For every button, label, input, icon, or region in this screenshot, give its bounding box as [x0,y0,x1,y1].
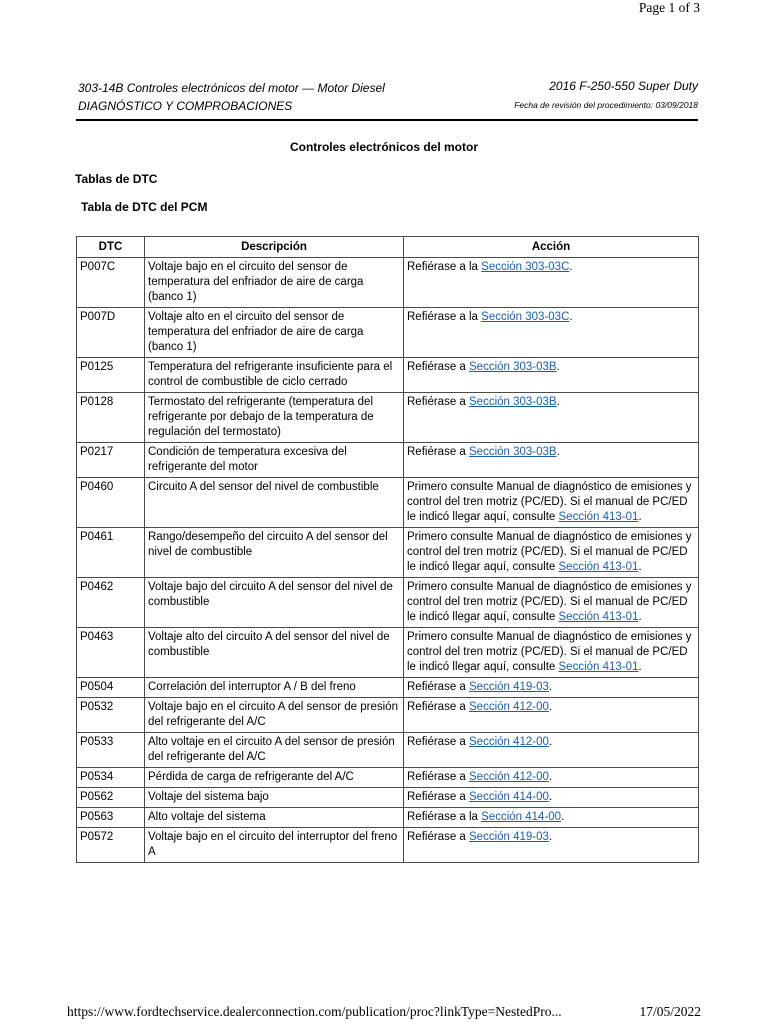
dtc-action [404,443,699,478]
dtc-action [404,258,699,308]
section-link[interactable]: Sección 413-01 [558,661,639,673]
dtc-code: P007D [77,308,145,358]
table-header-row [77,237,699,258]
page-number: Page 1 of 3 [638,0,700,15]
dtc-action [404,733,699,768]
dtc-table [76,236,699,863]
dtc-action [404,698,699,733]
action-text-end: . [556,396,560,408]
dtc-action [404,828,699,863]
column-header-action: Acción [404,237,699,258]
dtc-code: P0504 [77,678,145,698]
action-text-end: . [548,831,553,843]
action-text-end: . [548,701,553,713]
dtc-description: Rango/desempeño del circuito A del sensor del nivel de combustible [145,528,404,578]
dtc-description: Alto voltaje del sistema [145,808,404,828]
section-link[interactable]: Sección 413-01 [558,611,639,623]
section-link[interactable]: Sección 413-01 [558,511,639,523]
action-text-end: . [548,681,553,693]
table-row [77,308,699,358]
action-text: Refiérase a [407,446,470,458]
dtc-code: P007C [77,258,145,308]
table-body [77,258,699,863]
header-manual-title: 303-14B Controles electrónicos del motor — Motor Diesel [78,81,385,95]
dtc-action [404,808,699,828]
dtc-code: P0217 [77,443,145,478]
header-revision-date: Fecha de revisión del procedimiento: 03/09/2018 [514,100,698,110]
dtc-code: P0563 [77,808,145,828]
header-vehicle: 2016 F-250-550 Super Duty [549,79,698,93]
section-link[interactable]: Sección 303-03B [469,396,557,408]
dtc-description: Voltaje bajo en el circuito del interruptor del freno A [145,828,404,863]
dtc-action [404,478,699,528]
footer-url: https://www.fordtechservice.dealerconnection.com/publication/proc?linkType=NestedPro... [67,1004,562,1019]
section-link[interactable]: Sección 414-00 [481,811,562,823]
dtc-action [404,308,699,358]
action-text: Refiérase a [407,831,470,843]
action-text-end: . [638,611,642,623]
table-row [77,628,699,678]
dtc-action [404,678,699,698]
dtc-description: Voltaje del sistema bajo [145,788,404,808]
action-text: Refiérase a [407,681,470,693]
action-text: Primero consulte Manual de diagnóstico de emisiones y control del tren motriz (PC/ED). Si el manual de PC/ED le indicó llegar aquí, consulte [407,581,692,623]
action-text: Refiérase a [407,771,470,783]
section-link[interactable]: Sección 419-03 [469,681,549,693]
dtc-action [404,393,699,443]
dtc-code: P0128 [77,393,145,443]
section-link[interactable]: Sección 419-03 [469,831,549,843]
header-section-name: DIAGNÓSTICO Y COMPROBACIONES [78,99,293,113]
action-text: Refiérase a la [407,811,482,823]
dtc-description: Circuito A del sensor del nivel de combustible [145,478,404,528]
dtc-code: P0125 [77,358,145,393]
dtc-code: P0533 [77,733,145,768]
action-text-end: . [569,311,573,323]
table-row [77,768,699,788]
action-text-end: . [638,561,642,573]
table-row [77,358,699,393]
action-text: Primero consulte Manual de diagnóstico de emisiones y control del tren motriz (PC/ED). Si el manual de PC/ED le indicó llegar aquí, consulte [407,531,692,573]
table-row [77,678,699,698]
dtc-action [404,768,699,788]
section-link[interactable]: Sección 414-00 [469,791,549,803]
section-link[interactable]: Sección 412-00 [469,771,549,783]
dtc-description: Temperatura del refrigerante insuficiente para el control de combustible de ciclo cerrado [145,358,404,393]
document-title: Controles electrónicos del motor [289,140,479,154]
action-text-end: . [548,791,553,803]
section-link[interactable]: Sección 303-03B [469,361,557,373]
dtc-description: Voltaje bajo en el circuito A del sensor de presión del refrigerante del A/C [145,698,404,733]
dtc-code: P0461 [77,528,145,578]
table-row [77,578,699,628]
dtc-code: P0463 [77,628,145,678]
action-text: Refiérase a la [407,311,482,323]
section-link[interactable]: Sección 303-03C [481,261,570,273]
dtc-action [404,578,699,628]
table-title: Tabla de DTC del PCM [81,200,208,214]
dtc-description: Voltaje alto en el circuito del sensor de temperatura del enfriador de aire de carga (banco 1) [145,308,404,358]
dtc-description: Correlación del interruptor A / B del freno [145,678,404,698]
action-text: Refiérase a la [407,261,482,273]
dtc-code: P0534 [77,768,145,788]
table-row [77,393,699,443]
table-row [77,478,699,528]
dtc-code: P0572 [77,828,145,863]
action-text: Primero consulte Manual de diagnóstico de emisiones y control del tren motriz (PC/ED). Si el manual de PC/ED le indicó llegar aquí, consulte [407,631,692,673]
section-link[interactable]: Sección 303-03B [469,446,557,458]
dtc-action [404,628,699,678]
action-text: Refiérase a [407,361,470,373]
action-text: Refiérase a [407,791,470,803]
header-left [78,79,385,115]
dtc-action [404,528,699,578]
action-text-end: . [556,446,560,458]
dtc-action [404,358,699,393]
table-row [77,788,699,808]
action-text-end: . [548,771,553,783]
action-text: Refiérase a [407,701,470,713]
dtc-description: Condición de temperatura excesiva del refrigerante del motor [145,443,404,478]
section-title: Tablas de DTC [75,172,158,186]
footer-date: 17/05/2022 [639,1004,701,1019]
section-link[interactable]: Sección 412-00 [469,701,549,713]
action-text: Refiérase a [407,736,470,748]
header-divider [76,119,698,121]
dtc-description: Alto voltaje en el circuito A del sensor de presión del refrigerante del A/C [145,733,404,768]
dtc-code: P0562 [77,788,145,808]
dtc-description: Termostato del refrigerante (temperatura del refrigerante por debajo de la temperatura de regulación del termostato) [145,393,404,443]
dtc-code: P0460 [77,478,145,528]
table-row [77,808,699,828]
action-text-end: . [548,736,553,748]
section-link[interactable]: Sección 303-03C [481,311,570,323]
action-text-end: . [561,811,565,823]
dtc-description: Voltaje alto del circuito A del sensor del nivel de combustible [145,628,404,678]
dtc-code: P0462 [77,578,145,628]
column-header-description: Descripción [145,237,404,258]
table-row [77,733,699,768]
table-row [77,258,699,308]
action-text-end: . [556,361,560,373]
action-text: Primero consulte Manual de diagnóstico de emisiones y control del tren motriz (PC/ED). Si el manual de PC/ED le indicó llegar aquí, consulte [407,481,692,523]
dtc-action [404,788,699,808]
table-row [77,828,699,863]
action-text-end: . [638,511,642,523]
dtc-description: Voltaje bajo en el circuito del sensor de temperatura del enfriador de aire de carga (banco 1) [145,258,404,308]
action-text-end: . [638,661,642,673]
table-row [77,698,699,733]
action-text-end: . [569,261,573,273]
dtc-description: Pérdida de carga de refrigerante del A/C [145,768,404,788]
section-link[interactable]: Sección 413-01 [558,561,639,573]
dtc-description: Voltaje bajo del circuito A del sensor del nivel de combustible [145,578,404,628]
table-row [77,443,699,478]
dtc-code: P0532 [77,698,145,733]
action-text: Refiérase a [407,396,470,408]
column-header-dtc: DTC [77,237,145,258]
section-link[interactable]: Sección 412-00 [469,736,549,748]
table-row [77,528,699,578]
